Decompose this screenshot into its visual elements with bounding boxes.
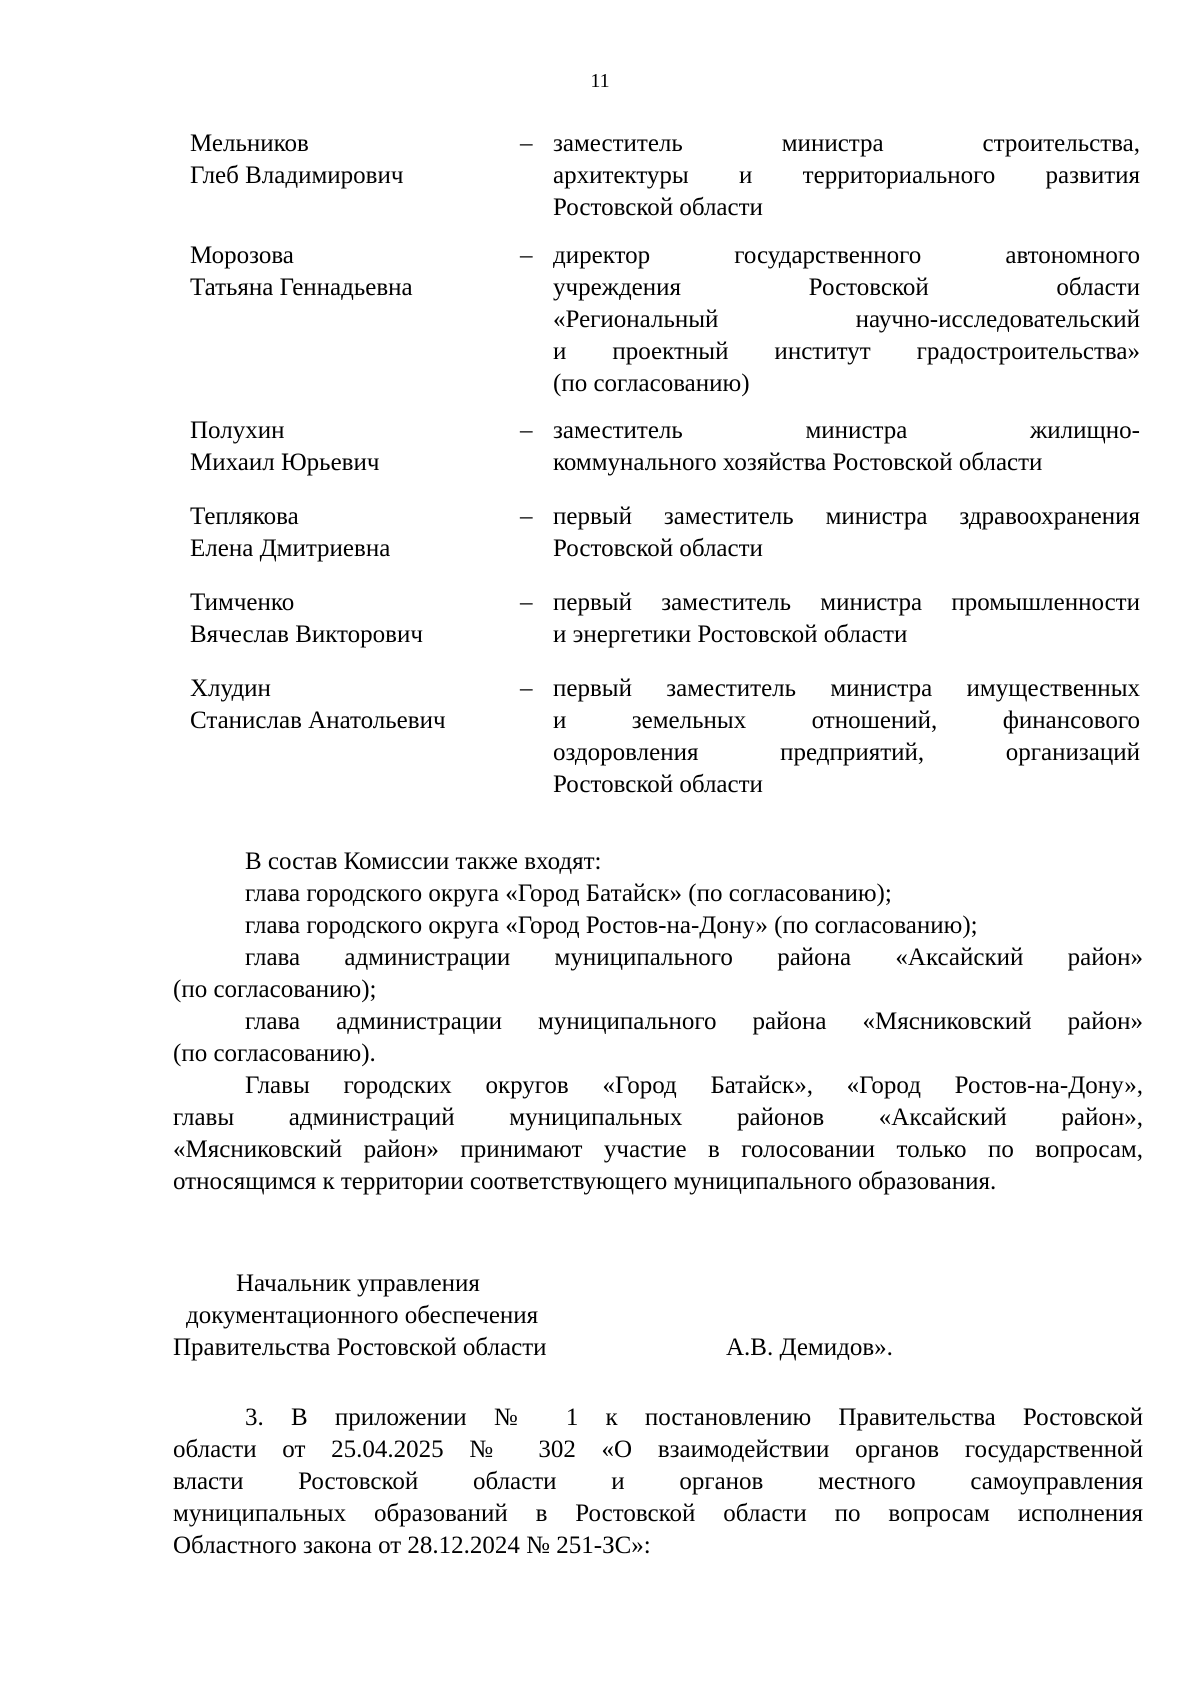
member-given-names: Станислав Анатольевич	[190, 707, 446, 734]
member-position	[553, 128, 1140, 224]
paragraph-line: (по согласованию).	[173, 1040, 376, 1067]
position-line: первый заместитель министра здравоохранения	[553, 503, 1140, 530]
member-given-names: Михаил Юрьевич	[190, 449, 380, 476]
position-line: учреждения Ростовской области	[553, 274, 1140, 301]
dash: –	[520, 130, 533, 157]
position-line: и проектный институт градостроительства»	[553, 338, 1140, 365]
item-3-paragraph	[173, 1402, 1143, 1562]
member-name	[190, 501, 510, 565]
member-position	[553, 415, 1140, 479]
member-position	[553, 673, 1140, 801]
member-given-names: Татьяна Геннадьевна	[190, 274, 413, 301]
position-line: «Региональный научно-исследовательский	[553, 306, 1140, 333]
paragraph-line: Главы городских округов «Город Батайск», «Город Ростов-на-Дону»,	[245, 1072, 1143, 1099]
position-line: директор государственного автономного	[553, 242, 1140, 269]
page-number: 11	[590, 70, 610, 92]
member-name	[190, 128, 510, 192]
dash: –	[520, 675, 533, 702]
signature-title-line: Правительства Ростовской области	[173, 1334, 547, 1361]
position-line: первый заместитель министра промышленности	[553, 589, 1140, 616]
member-surname: Хлудин	[190, 675, 271, 702]
paragraph-line: относящимся к территории соответствующего муниципального образования.	[173, 1168, 997, 1195]
paragraph-line: (по согласованию);	[173, 976, 377, 1003]
position-line: и энергетики Ростовской области	[553, 621, 908, 648]
paragraph-line: глава администрации муниципального района «Аксайский район»	[245, 944, 1143, 971]
position-line: Ростовской области	[553, 771, 763, 798]
paragraph-line: глава городского округа «Город Батайск» (по согласованию);	[245, 880, 892, 907]
member-surname: Тимченко	[190, 589, 295, 616]
signature-title-line: документационного обеспечения	[186, 1302, 539, 1329]
member-given-names: Глеб Владимирович	[190, 162, 404, 189]
paragraph-line: Областного закона от 28.12.2024 № 251-ЗС»:	[173, 1532, 651, 1559]
dash: –	[520, 589, 533, 616]
dash: –	[520, 417, 533, 444]
member-name	[190, 587, 510, 651]
member-position	[553, 240, 1140, 400]
member-surname: Полухин	[190, 417, 285, 444]
position-line: Ростовской области	[553, 535, 763, 562]
paragraph-line: власти Ростовской области и органов местного самоуправления	[173, 1468, 1143, 1495]
member-surname: Теплякова	[190, 503, 299, 530]
paragraph-line: «Мясниковский район» принимают участие в голосовании только по вопросам,	[173, 1136, 1143, 1163]
position-line: Ростовской области	[553, 194, 763, 221]
member-name	[190, 415, 510, 479]
member-surname: Морозова	[190, 242, 294, 269]
position-line: архитектуры и территориального развития	[553, 162, 1140, 189]
commission-paragraph	[173, 846, 1143, 1198]
member-given-names: Вячеслав Викторович	[190, 621, 423, 648]
position-line: оздоровления предприятий, организаций	[553, 739, 1140, 766]
paragraph-line: глава администрации муниципального района «Мясниковский район»	[245, 1008, 1143, 1035]
member-given-names: Елена Дмитриевна	[190, 535, 391, 562]
position-line: коммунального хозяйства Ростовской области	[553, 449, 1043, 476]
member-position	[553, 501, 1140, 565]
member-name	[190, 673, 510, 737]
paragraph-line: В состав Комиссии также входят:	[245, 848, 602, 875]
position-line: заместитель министра жилищно-	[553, 417, 1140, 444]
paragraph-line: главы администраций муниципальных районов «Аксайский район»,	[173, 1104, 1143, 1131]
signer-name: А.В. Демидов».	[726, 1334, 893, 1361]
member-name	[190, 240, 510, 304]
paragraph-line: 3. В приложении № 1 к постановлению Правительства Ростовской	[245, 1404, 1143, 1431]
paragraph-line: области от 25.04.2025 № 302 «О взаимодействии органов государственной	[173, 1436, 1143, 1463]
position-line: и земельных отношений, финансового	[553, 707, 1140, 734]
paragraph-line: глава городского округа «Город Ростов-на-Дону» (по согласованию);	[245, 912, 978, 939]
position-line: (по согласованию)	[553, 370, 750, 397]
member-surname: Мельников	[190, 130, 309, 157]
position-line: заместитель министра строительства,	[553, 130, 1140, 157]
paragraph-line: муниципальных образований в Ростовской области по вопросам исполнения	[173, 1500, 1143, 1527]
position-line: первый заместитель министра имущественных	[553, 675, 1140, 702]
dash: –	[520, 503, 533, 530]
member-position	[553, 587, 1140, 651]
signature-title-line: Начальник управления	[236, 1270, 480, 1297]
dash: –	[520, 242, 533, 269]
